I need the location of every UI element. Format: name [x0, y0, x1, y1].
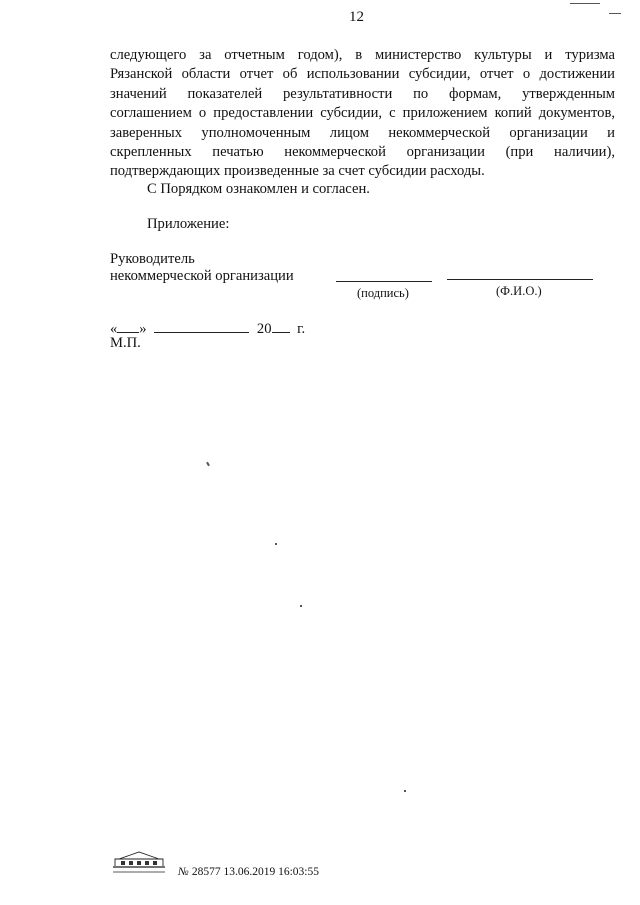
seal-placeholder: М.П.	[110, 335, 141, 351]
main-paragraph	[110, 46, 615, 182]
paragraph-line: соглашением о предоставлении субсидии, с приложением копий документов,	[110, 105, 615, 122]
paragraph-line: следующего за отчетным годом), в министерство культуры и туризма	[110, 47, 615, 63]
registry-stamp	[178, 866, 319, 878]
day-blank	[117, 318, 139, 333]
scan-speck	[275, 543, 277, 545]
signatory-title-line1: Руководитель	[110, 251, 195, 267]
scan-speck	[609, 13, 621, 14]
year-suffix: г.	[297, 321, 306, 337]
month-blank	[154, 318, 249, 333]
date-close-quote: »	[139, 321, 147, 337]
paragraph-line: заверенных уполномоченным лицом некоммерческой организации и	[110, 124, 615, 141]
full-name-line	[447, 279, 593, 280]
date-open-quote: «	[110, 321, 118, 337]
number-sign: №	[178, 866, 189, 878]
signatory-title-line2: некоммерческой организации	[110, 268, 294, 284]
page-number: 12	[349, 9, 364, 25]
paragraph-line: скрепленных печатью некоммерческой организации (при наличии),	[110, 144, 615, 161]
attachment-label: Приложение:	[147, 216, 230, 232]
paragraph-line: подтверждающих произведенные за счет субсидии расходы.	[110, 163, 485, 180]
year-prefix: 20	[256, 321, 272, 337]
scan-speck	[206, 462, 210, 466]
year-blank	[272, 318, 290, 333]
scan-speck	[570, 3, 600, 4]
agreement-statement: С Порядком ознакомлен и согласен.	[147, 181, 370, 197]
scan-speck	[300, 605, 302, 607]
signature-caption: (подпись)	[357, 286, 409, 300]
paragraph-line: Рязанской области отчет об использовании субсидии, отчет о достижении	[110, 66, 615, 83]
full-name-caption: (Ф.И.О.)	[496, 284, 542, 298]
signature-line	[336, 281, 432, 282]
paragraph-line: значений показателей результативности по формам, утвержденным	[110, 85, 615, 102]
registry-number-and-timestamp: 28577 13.06.2019 16:03:55	[191, 866, 319, 878]
government-stamp-icon	[111, 850, 167, 874]
scan-speck	[404, 790, 406, 792]
